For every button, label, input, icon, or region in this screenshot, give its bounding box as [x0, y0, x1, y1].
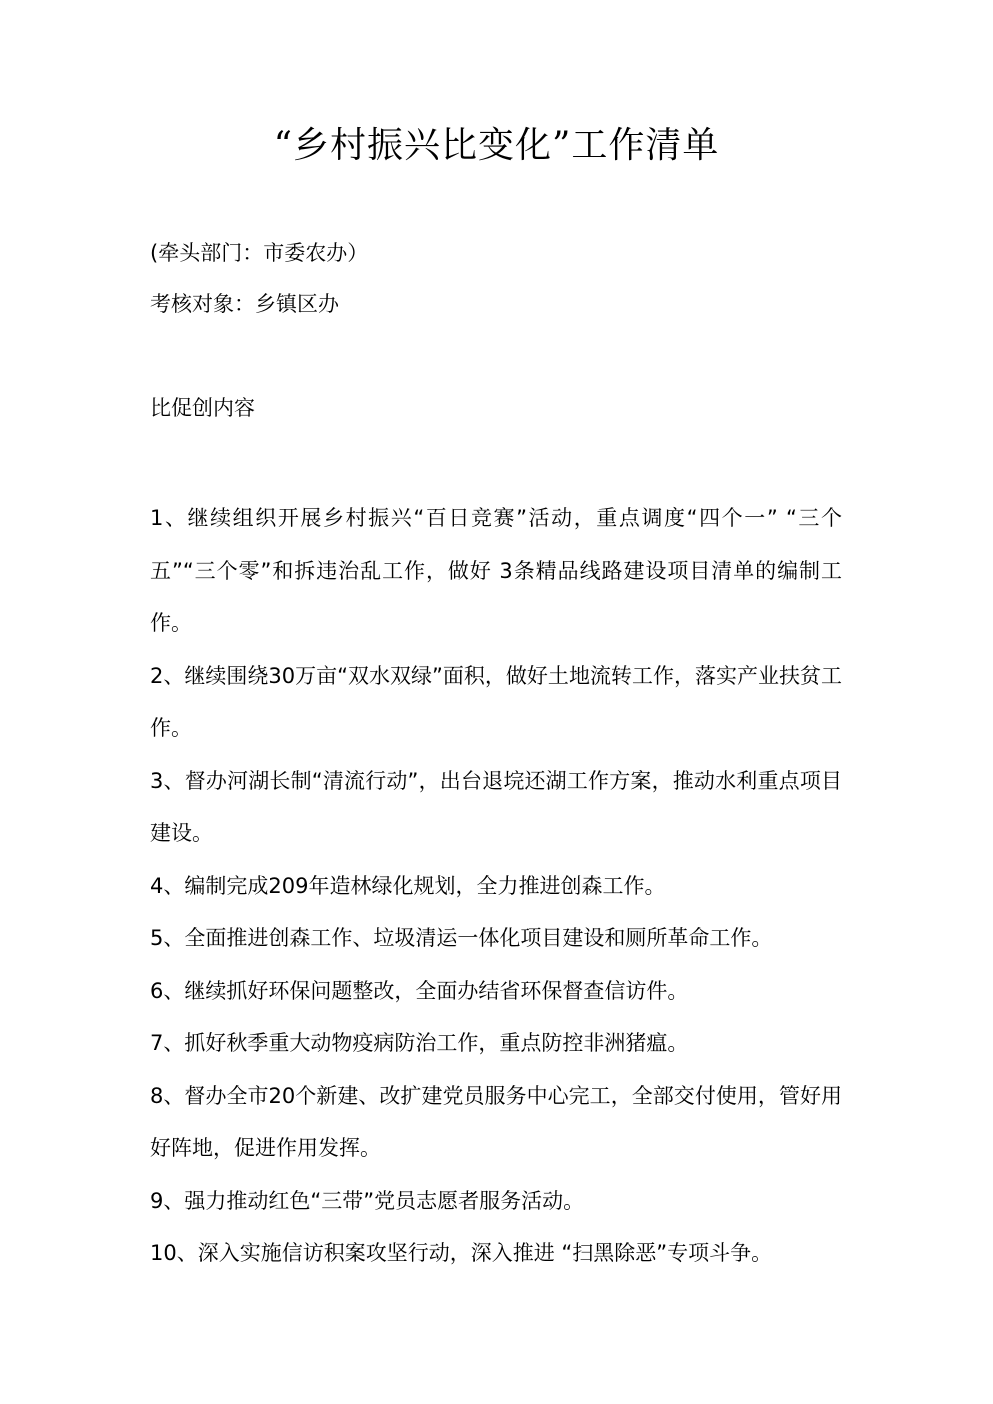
work-item-6: 6、继续抓好环保问题整改，全面办结省环保督查信访件。 — [150, 978, 689, 1003]
section-heading: 比促创内容 — [150, 396, 255, 420]
work-item-3: 3、督办河湖长制“清流行动”，出台退垸还湖工作方案，推动水利重点项目建设。 — [150, 768, 842, 845]
work-items-list — [150, 492, 842, 1280]
document-title: “乡村振兴比变化”工作清单 — [273, 125, 720, 166]
work-item-5: 5、全面推进创森工作、垃圾清运一体化项目建设和厕所革命工作。 — [150, 926, 773, 950]
assessment-target: 考核对象：乡镇区办 — [150, 292, 339, 316]
work-item-4: 4、编制完成209年造林绿化规划，全力推进创森工作。 — [150, 873, 666, 898]
work-item-1: 1、继续组织开展乡村振兴“百日竞赛”活动，重点调度“四个一” “三个五”“三个零”和拆违治乱工作，做好 3条精品线路建设项目清单的编制工作。 — [150, 506, 842, 635]
work-item-7: 7、抓好秋季重大动物疫病防治工作，重点防控非洲猪瘟。 — [150, 1031, 689, 1055]
work-item-2: 2、继续围绕30万亩“双水双绿”面积，做好土地流转工作，落实产业扶贫工作。 — [150, 663, 842, 740]
work-item-8: 8、督办全市20个新建、改扩建党员服务中心完工，全部交付使用，管好用好阵地，促进作用发挥。 — [150, 1083, 842, 1160]
work-item-10: 10、深入实施信访积案攻坚行动，深入推进 “扫黑除恶”专项斗争。 — [150, 1241, 773, 1265]
lead-department: (牵头部门：市委农办） — [150, 241, 369, 265]
work-item-9: 9、强力推动红色“三带”党员志愿者服务活动。 — [150, 1188, 585, 1213]
